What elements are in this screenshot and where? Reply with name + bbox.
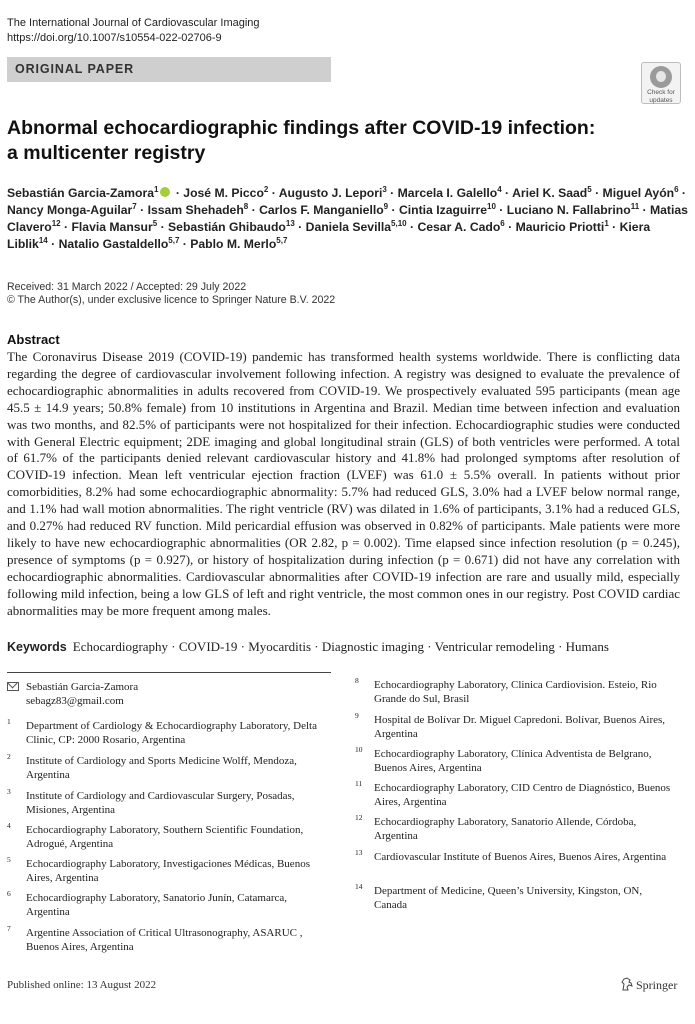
journal-header	[7, 16, 260, 46]
article-type-banner	[7, 57, 331, 82]
affiliation-text: Department of Medicine, Queen’s University, Kingston, ON, Canada	[374, 885, 643, 911]
author-name[interactable]: Flavia Mansur	[71, 220, 153, 234]
author-name[interactable]: Mauricio Priotti	[515, 220, 605, 234]
check-for-updates-badge[interactable]	[641, 62, 681, 104]
affiliation-number: 3	[7, 787, 11, 796]
abstract-heading: Abstract	[7, 332, 60, 347]
author-name[interactable]: Sebastián Garcia-Zamora	[7, 186, 154, 200]
author-affiliation-ref: 1	[154, 184, 159, 194]
publisher-logo	[621, 977, 677, 993]
crossmark-label-1: Check for	[647, 89, 675, 96]
affiliation-text: Cardiovascular Institute of Buenos Aires, Buenos Aires, Argentina	[374, 851, 667, 863]
crossmark-label-2: updates	[649, 97, 673, 104]
author-name[interactable]: Matias Clavero	[7, 203, 688, 234]
springer-horse-icon	[621, 977, 633, 991]
author-affiliation-ref: 11	[630, 201, 640, 211]
author-name[interactable]: Augusto J. Lepori	[278, 186, 383, 200]
affiliation-number: 12	[355, 813, 363, 822]
author-affiliation-ref: 5,10	[391, 218, 407, 228]
author-affiliation-ref: 5,7	[276, 235, 288, 245]
author-affiliation-ref: 3	[382, 184, 387, 194]
published-date: Published online: 13 August 2022	[7, 979, 157, 991]
affiliation-text: Echocardiography Laboratory, Sanatorio Allende, Córdoba, Argentina	[374, 816, 637, 842]
author-affiliation-ref: 7	[132, 201, 137, 211]
affiliation-number: 2	[7, 752, 11, 761]
abstract-text: The Coronavirus Disease 2019 (COVID-19) pandemic has transformed health systems worldwide. There is conflicting data regarding the degree of cardiovascular involvement following infection. A registry was designed to evaluate the prevalence of echocardiographic abnormalities in adults recovered from COVID-19. We prospectively evaluated 595 participants (mean age 45.5 ± 14.9 years; 50.8% female) from 10 institutions in Argentina and Brazil. Median time between infection and evaluation was two months, and 82.5% of participants were not hospitalized for their infection. Echocardiographic studies were conducted with General Electric equipment; 2DE imaging and global longitudinal strain (GLS) of both ventricles were performed. A total of 61.7% of the participants denied relevant cardiovascular history and 41.8% had prolonged symptoms after resolution of COVID-19 infection. Mean left ventricular ejection fraction (LVEF) was 61.0 ± 5.5% overall. In patients without prior comorbidities, 8.2% had some echocardiographic abnormality: 5.7% had reduced GLS, 3.0% had a LVEF below normal range, and 1.1% had wall motion abnormalities. The right ventricle (RV) was dilated in 1.6% of participants, 3.1% had a reduced GLS, and 0.27% had reduced RV function. Mild pericardial effusion was observed in 0.82% of participants. Male patients were more likely to have new echocardiographic abnormalities (OR 2.82, p = 0.002). Time elapsed since infection resolution (p = 0.245), presence of symptoms (p = 0.927), or history of hospitalization during infection (p = 0.671) did not have any correlation with echocardiographic abnormalities. Cardiovascular abnormalities after COVID-19 infection are rare and usually mild, especially following mild infection, being a low GLS of left and right ventricle, the most common ones in our registry. Post COVID cardiac abnormalities may be more frequent among males.	[7, 349, 680, 618]
affiliation-number: 13	[355, 848, 363, 857]
affiliation-number: 8	[355, 676, 359, 685]
corresponding-email[interactable]: sebagz83@gmail.com	[26, 695, 124, 707]
affiliation-text: Echocardiography Laboratory, Investigaciones Médicas, Buenos Aires, Argentina	[26, 858, 310, 884]
author-name[interactable]: Marcela I. Galello	[397, 186, 498, 200]
affiliation-text: Echocardiography Laboratory, Clinica Cardiovision. Esteio, Rio Grande do Sul, Brasil	[374, 679, 657, 705]
affiliation-number: 10	[355, 745, 363, 754]
article-type-label: ORIGINAL PAPER	[15, 62, 135, 76]
affiliation-number: 7	[7, 924, 11, 933]
author-affiliation-ref: 1	[604, 218, 609, 228]
author-affiliation-ref: 8	[243, 201, 249, 211]
author-name[interactable]: Carlos F. Manganiello	[259, 203, 384, 217]
author-name[interactable]: José M. Picco	[183, 186, 264, 200]
article-dates	[7, 281, 335, 307]
affiliation-text: Echocardiography Laboratory, CID Centro de Diagnóstico, Buenos Aires, Argentina	[374, 782, 671, 808]
author-list: Sebastián Garcia-Zamora$^1$ · José M. Picco$^2$ · Augusto J. Lepori$^3$ · Marcela I. Galello$^4$ · Ariel K. Saad$^5$ · Miguel Ayón$^6$ · Nancy Monga-Aguilar$^7$ · Issam Shehadeh$^8$ · Carlos F. Manganiello$^9$ · Cintia Izaguirre$^{10}$ · Luciano N. Fallabrino$^{11}$ · Matias Clavero$^{12}$ · Flavia Mansur$^5$ · Sebastián Ghibaudo$^{13}$ · Daniela Sevilla$^{5,10}$ · Cesar A. Cado$^6$ · Mauricio Priotti$^1$ · Kiera Liblik$^{14}$ · Natalio Gastaldello$^{5,7}$ · Pablo M. Merlo$^{5,7}$	[7, 184, 688, 251]
copyright-notice: © The Author(s), under exclusive licence to Springer Nature B.V. 2022	[7, 294, 336, 306]
author-affiliation-ref: 13	[285, 218, 295, 228]
affiliation-number: 9	[355, 711, 359, 720]
author-name[interactable]: Luciano N. Fallabrino	[506, 203, 631, 217]
author-name[interactable]: Ariel K. Saad	[512, 186, 588, 200]
author-name[interactable]: Kiera Liblik	[7, 220, 651, 251]
author-affiliation-ref: 14	[38, 235, 48, 245]
affiliation-text: Hospital de Bolívar Dr. Miguel Capredoni. Bolívar, Buenos Aires, Argentina	[374, 714, 666, 740]
keywords-list: Echocardiography · COVID-19 · Myocarditis · Diagnostic imaging · Ventricular remodeling · Humans	[72, 639, 609, 654]
affiliation-text: Echocardiography Laboratory, Sanatorio Junín, Catamarca, Argentina	[26, 892, 288, 918]
author-name[interactable]: Nancy Monga-Aguilar	[7, 203, 133, 217]
publisher-name: Springer	[636, 978, 678, 992]
author-affiliation-ref: 6	[500, 218, 505, 228]
title-line-1: Abnormal echocardiographic findings after COVID-19 infection:	[7, 117, 596, 139]
affiliation-text: Argentine Association of Critical Ultrasonography, ASARUC , Buenos Aires, Argentina	[26, 927, 303, 953]
affiliation-number: 1	[7, 717, 11, 726]
affiliation-number: 14	[355, 882, 363, 891]
orcid-icon[interactable]	[160, 187, 170, 197]
author-name[interactable]: Issam Shehadeh	[147, 203, 244, 217]
author-name[interactable]: Cesar A. Cado	[417, 220, 501, 234]
author-name[interactable]: Daniela Sevilla	[305, 220, 392, 234]
author-name[interactable]: Sebastián Ghibaudo	[168, 220, 286, 234]
email-icon	[7, 682, 19, 691]
affiliation-number: 4	[7, 821, 11, 830]
author-name[interactable]: Natalio Gastaldello	[58, 237, 169, 251]
keywords	[7, 639, 609, 655]
author-affiliation-ref: 6	[674, 184, 679, 194]
journal-name: The International Journal of Cardiovascular Imaging	[7, 17, 260, 29]
keywords-label: Keywords	[7, 640, 67, 654]
title-line-2: a multicenter registry	[7, 142, 206, 164]
doi-link[interactable]: https://doi.org/10.1007/s10554-022-02706-9	[7, 32, 222, 44]
paper-title	[7, 116, 677, 166]
divider	[7, 672, 331, 673]
affiliation-number: 5	[7, 855, 11, 864]
author-affiliation-ref: 9	[383, 201, 389, 211]
author-affiliation-ref: 5	[587, 184, 592, 194]
author-affiliation-ref: 4	[497, 184, 502, 194]
correspondence	[7, 680, 138, 708]
author-affiliation-ref: 5,7	[168, 235, 180, 245]
author-affiliation-ref: 2	[263, 184, 269, 194]
author-name[interactable]: Pablo M. Merlo	[190, 237, 277, 251]
corresponding-author: Sebastián Garcia-Zamora	[26, 681, 139, 693]
affiliation-text: Institute of Cardiology and Sports Medicine Wolff, Mendoza, Argentina	[26, 755, 297, 781]
affiliation-text: Institute of Cardiology and Cardiovascular Surgery, Posadas, Misiones, Argentina	[26, 790, 295, 816]
affiliation-text: Echocardiography Laboratory, Southern Scientific Foundation, Adrogué, Argentina	[26, 824, 304, 850]
author-name[interactable]: Cintia Izaguirre	[398, 203, 488, 217]
affiliation-text: Department of Cardiology & Echocardiography Laboratory, Delta Clinic, CP: 2000 Rosario, Argentina	[26, 720, 317, 746]
author-name[interactable]: Miguel Ayón	[602, 186, 675, 200]
received-accepted-dates: Received: 31 March 2022 / Accepted: 29 July 2022	[7, 281, 247, 293]
affiliation-text: Echocardiography Laboratory, Clínica Adventista de Belgrano, Buenos Aires, Argentina	[374, 748, 652, 774]
author-affiliation-ref: 12	[51, 218, 61, 228]
author-affiliation-ref: 10	[487, 201, 496, 211]
affiliation-number: 11	[355, 779, 363, 788]
crossmark-icon	[650, 66, 672, 88]
author-affiliation-ref: 5	[152, 218, 158, 228]
affiliation-number: 6	[7, 889, 11, 898]
